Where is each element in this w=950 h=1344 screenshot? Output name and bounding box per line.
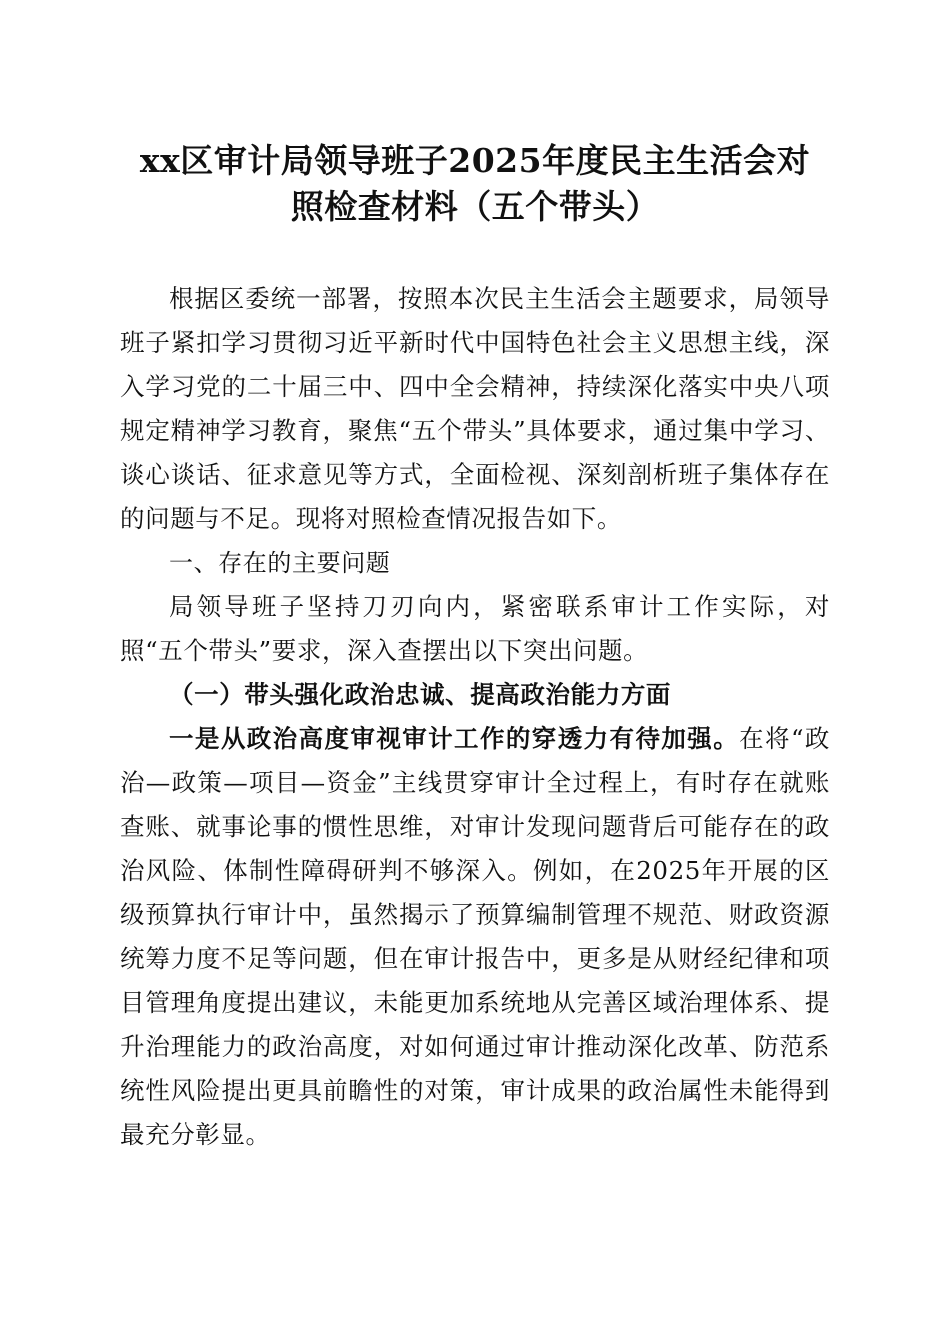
- section-heading-problems: 一、存在的主要问题: [169, 549, 391, 577]
- intro-paragraph: 根据区委统一部署，按照本次民主生活会主题要求，局领导班子紧扣学习贯彻习近平新时代中国特色社会主义思想主线，深入学习党的二十届三中、四中全会精神，持续深化落实中央八项规定精神学习教育，聚焦“五个带头”具体要求，通过集中学习、谈心谈话、征求意见等方式，全面检视、深刻剖析班子集体存在的问题与不足。现将对照检查情况报告如下。: [120, 284, 830, 533]
- section-intro-paragraph: 局领导班子坚持刀刃向内，紧密联系审计工作实际，对照“五个带头”要求，深入查摆出以下突出问题。: [120, 592, 830, 665]
- document-body: [120, 277, 830, 1157]
- point-one-lead: 一是从政治高度审视审计工作的穿透力有待加强。: [169, 724, 740, 753]
- point-one-body: 在将“政治—政策—项目—资金”主线贯穿审计全过程上，有时存在就账查账、就事论事的惯性思维，对审计发现问题背后可能存在的政治风险、体制性障碍研判不够深入。例如，在2025年开展的区级预算执行审计中，虽然揭示了预算编制管理不规范、财政资源统筹力度不足等问题，但在审计报告中，更多是从财经纪律和项目管理角度提出建议，未能更加系统地从完善区域治理体系、提升治理能力的政治高度，对如何通过审计推动深化改革、防范系统性风险提出更具前瞻性的对策，审计成果的政治属性未能得到最充分彰显。: [120, 724, 830, 1149]
- document-title-line-2: 照检查材料（五个带头）: [290, 187, 660, 226]
- subsection-heading-political-loyalty: （一）带头强化政治忠诚、提高政治能力方面: [169, 680, 671, 709]
- point-one-paragraph: [120, 717, 830, 1157]
- document-title-line-1: xx区审计局领导班子2025年度民主生活会对: [139, 141, 811, 180]
